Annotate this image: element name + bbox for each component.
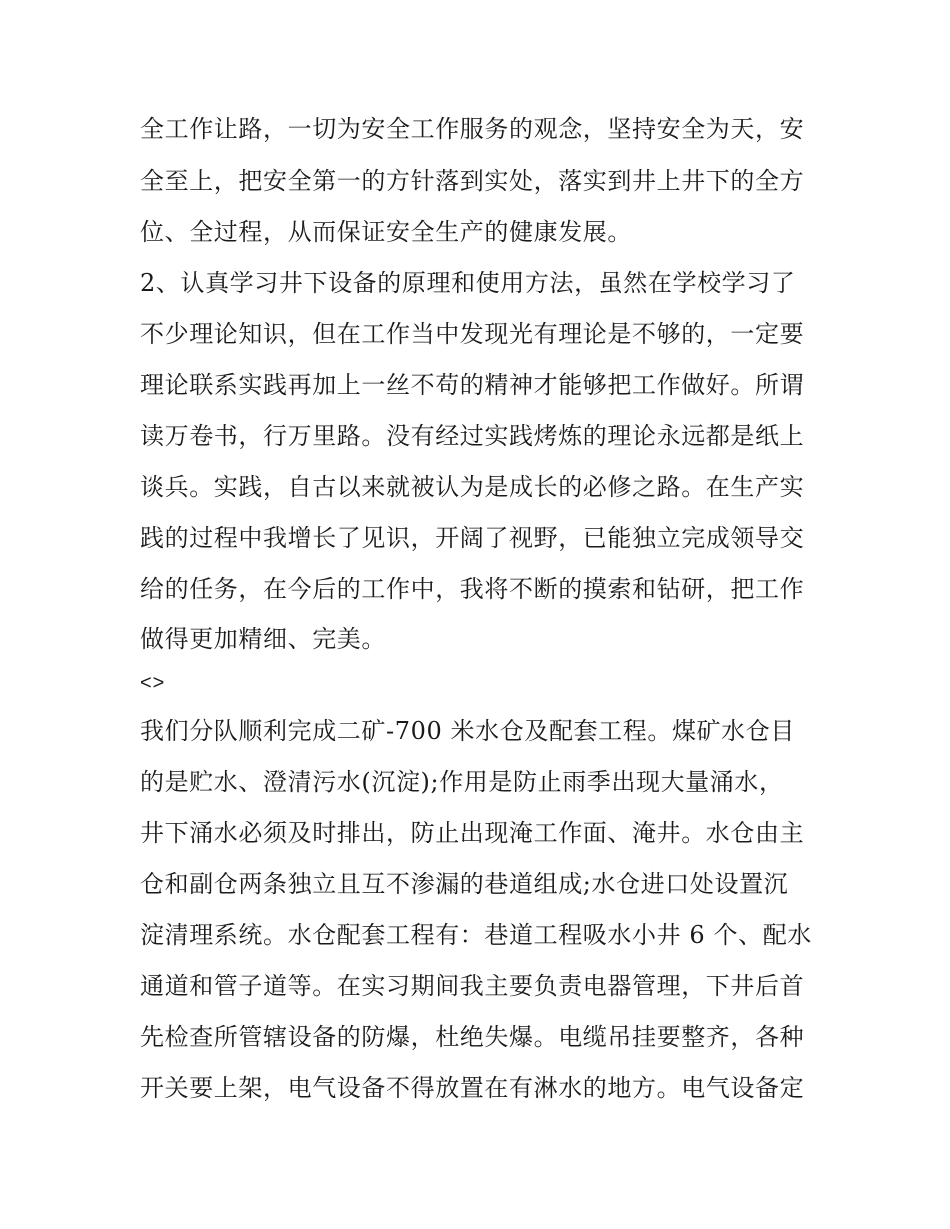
text-line: 淀清理系统。水仓配套工程有：巷道工程吸水小井 6 个、配水	[140, 921, 812, 949]
text-line: 开关要上架，电气设备不得放置在有淋水的地方。电气设备定	[140, 1074, 805, 1102]
numbered-paragraph-start: 2、认真学习井下设备的原理和使用方法，虽然在学校学习了	[140, 269, 796, 297]
text-line: 理论联系实践再加上一丝不苟的精神才能够把工作做好。所谓	[140, 371, 805, 399]
text-line: 读万卷书，行万里路。没有经过实践烤炼的理论永远都是纸上	[140, 422, 805, 450]
text-line: 践的过程中我增长了见识，开阔了视野，已能独立完成领导交	[140, 524, 805, 552]
text-line: 的是贮水、澄清污水(沉淀);作用是防止雨季出现大量涌水，	[140, 768, 784, 796]
text-line: 全至上，把安全第一的方针落到实处，落实到井上井下的全方	[140, 167, 805, 195]
text-line: 谈兵。实践，自古以来就被认为是成长的必修之路。在生产实	[140, 473, 805, 501]
text-line: 井下涌水必须及时排出，防止出现淹工作面、淹井。水仓由主	[140, 819, 805, 847]
section-marker: <>	[140, 672, 166, 694]
text-line: 位、全过程，从而保证安全生产的健康发展。	[140, 218, 632, 246]
text-line: 仓和副仓两条独立且互不渗漏的巷道组成;水仓进口处设置沉	[140, 870, 789, 898]
text-line: 通道和管子道等。在实习期间我主要负责电器管理，下井后首	[140, 972, 805, 1000]
text-line: 全工作让路，一切为安全工作服务的观念，坚持安全为天，安	[140, 115, 805, 143]
text-line: 不少理论知识，但在工作当中发现光有理论是不够的，一定要	[140, 320, 805, 348]
text-line: 给的任务，在今后的工作中，我将不断的摸索和钻研，把工作	[140, 575, 805, 603]
text-line: 先检查所管辖设备的防爆，杜绝失爆。电缆吊挂要整齐，各种	[140, 1023, 805, 1051]
text-line: 做得更加精细、完美。	[140, 625, 386, 653]
paragraph-start: 我们分队顺利完成二矿-700 米水仓及配套工程。煤矿水仓目	[140, 717, 795, 745]
